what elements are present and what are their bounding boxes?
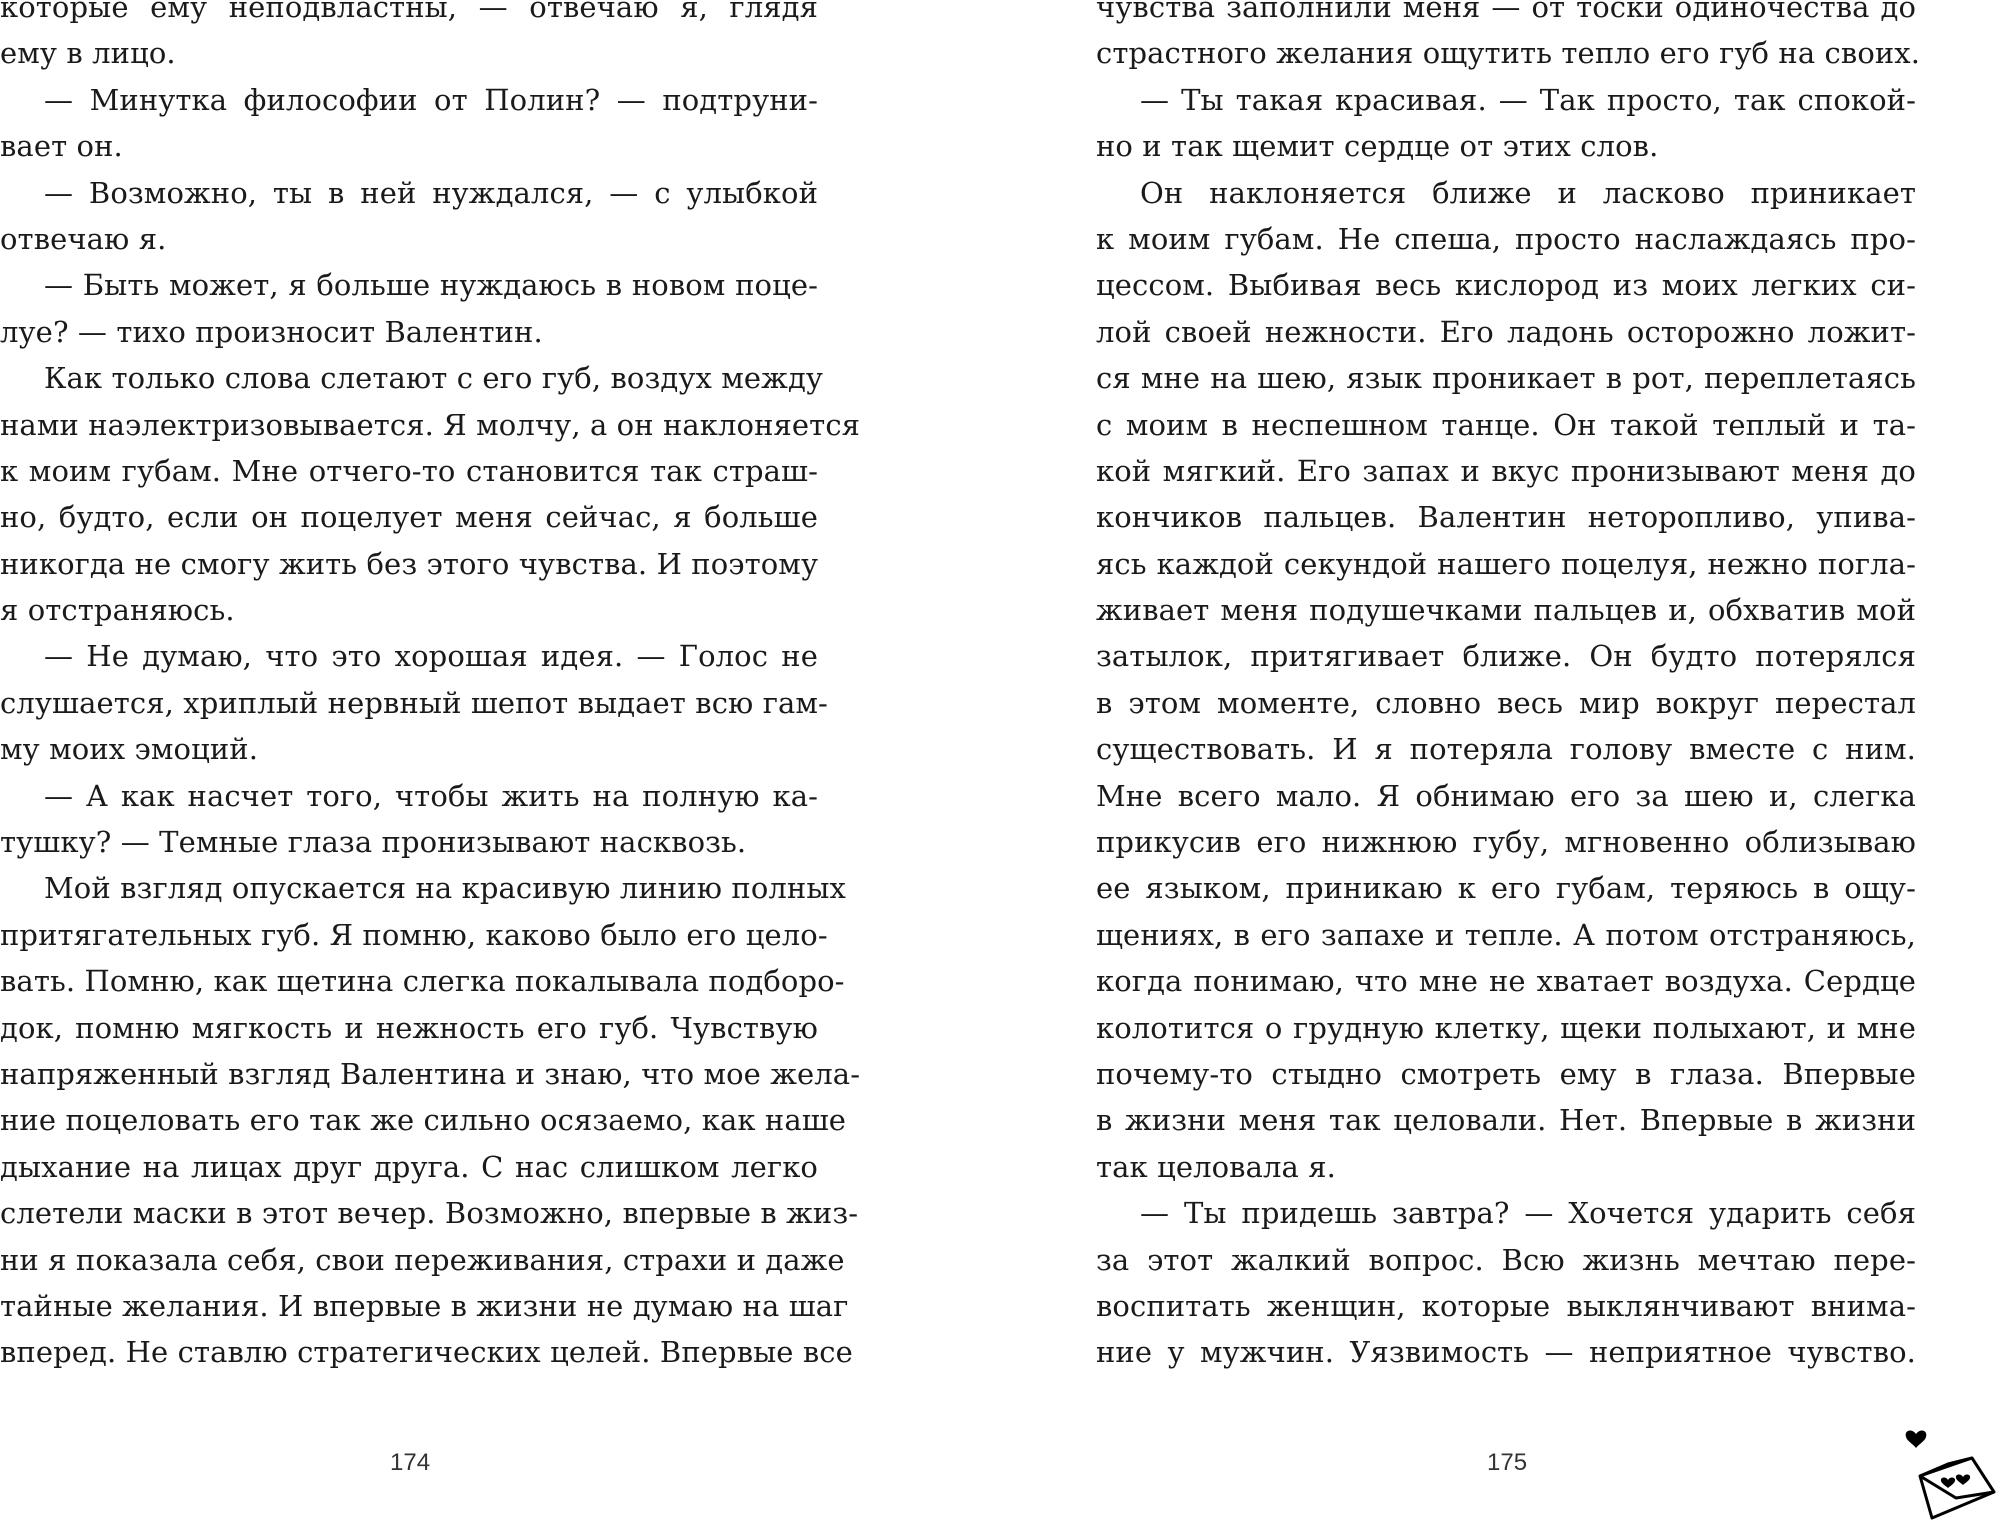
- text-line: — А как насчет того, чтобы жить на полную ка-: [44, 778, 818, 813]
- text-line: за этот жалкий вопрос. Всю жизнь мечтаю пере-: [1096, 1242, 1916, 1277]
- text-line: отвечаю я.: [0, 221, 167, 256]
- text-line: вать. Помню, как щетина слегка покалывала подборо-: [0, 964, 845, 999]
- text-line: когда понимаю, что мне не хватает воздуха. Сердце: [1096, 964, 1916, 999]
- text-line: кой мягкий. Его запах и вкус пронизывают меня до: [1096, 453, 1916, 488]
- text-line: которые ему неподвластны, — отвечаю я, глядя: [0, 0, 818, 24]
- text-line: Он наклоняется ближе и ласково приникает: [1140, 175, 1916, 210]
- text-line: тушку? — Темные глаза пронизывают насквозь.: [0, 825, 747, 860]
- text-line: — Минутка философии от Полин? — подтруни-: [44, 82, 818, 117]
- page-number-left: 174: [390, 1449, 431, 1476]
- text-line: му моих эмоций.: [0, 732, 259, 767]
- text-line: ние у мужчин. Уязвимость — неприятное чувство.: [1096, 1335, 1916, 1370]
- text-line: док, помню мягкость и нежность его губ. Чувствую: [0, 1010, 818, 1045]
- text-line: к моим губам. Не спеша, просто наслаждаясь про-: [1096, 221, 1916, 256]
- text-line: Как только слова слетают с его губ, воздух между: [44, 361, 824, 396]
- text-line: щениях, в его запахе и тепле. А потом отстраняюсь,: [1096, 917, 1916, 952]
- text-line: цессом. Выбивая весь кислород из моих легких си-: [1096, 268, 1916, 303]
- text-line: лой своей нежности. Его ладонь осторожно ложит-: [1096, 314, 1916, 349]
- text-line: воспитать женщин, которые выклянчивают внима-: [1096, 1288, 1916, 1323]
- text-line: притягательных губ. Я помню, каково было его цело-: [0, 917, 828, 952]
- text-line: слетели маски в этот вечер. Возможно, впервые в жиз-: [0, 1196, 859, 1231]
- text-line: — Возможно, ты в ней нуждался, — с улыбкой: [44, 175, 818, 210]
- text-line: страстного желания ощутить тепло его губ на своих.: [1096, 36, 1921, 71]
- text-line: — Ты придешь завтра? — Хочется ударить себя: [1140, 1196, 1916, 1231]
- text-line: вает он.: [0, 129, 123, 164]
- text-line: нами наэлектризовывается. Я молчу, а он наклоняется: [0, 407, 861, 442]
- text-line: затылок, притягивает ближе. Он будто потерялся: [1096, 639, 1916, 674]
- text-line: напряженный взгляд Валентина и знаю, что мое жела-: [0, 1056, 861, 1091]
- text-line: Мне всего мало. Я обнимаю его за шею и, слегка: [1096, 778, 1916, 813]
- text-line: к моим губам. Мне отчего-то становится так страш-: [0, 453, 818, 488]
- text-line: колотится о грудную клетку, щеки полыхают, и мне: [1096, 1010, 1916, 1045]
- text-line: в жизни меня так целовали. Нет. Впервые в жизни: [1096, 1103, 1916, 1138]
- text-line: ни я показала себя, свои переживания, страхи и даже: [0, 1242, 845, 1277]
- text-line: ние поцеловать его так же сильно осязаемо, как наше: [0, 1103, 847, 1138]
- text-line: в этом моменте, словно весь мир вокруг перестал: [1096, 685, 1916, 720]
- text-line: но, будто, если он поцелует меня сейчас, я больше: [0, 500, 818, 535]
- text-line: но и так щемит сердце от этих слов.: [1096, 129, 1659, 164]
- text-line: так целовала я.: [1096, 1149, 1336, 1184]
- text-line: — Не думаю, что это хорошая идея. — Голос не: [44, 639, 818, 674]
- text-line: тайные желания. И впервые в жизни не думаю на шаг: [0, 1288, 849, 1323]
- envelope-with-hearts-icon: [1898, 1420, 2000, 1522]
- page-number-right: 175: [1487, 1449, 1528, 1476]
- text-line: ее языком, приникаю к его губам, теряюсь в ощу-: [1096, 871, 1916, 906]
- text-line: ясь каждой секундой нашего поцелуя, нежно погла-: [1096, 546, 1916, 581]
- text-line: ся мне на шею, язык проникает в рот, переплетаясь: [1096, 361, 1916, 396]
- text-line: слушается, хриплый нервный шепот выдает всю гам-: [0, 685, 828, 720]
- text-line: живает меня подушечками пальцев и, обхватив мой: [1096, 593, 1916, 628]
- text-line: чувства заполнили меня — от тоски одиночества до: [1096, 0, 1916, 24]
- text-line: с моим в неспешном танце. Он такой теплый и та-: [1096, 407, 1916, 442]
- text-line: кончиков пальцев. Валентин неторопливо, упива-: [1096, 500, 1916, 535]
- text-line: — Быть может, я больше нуждаюсь в новом поце-: [44, 268, 818, 303]
- text-line: почему-то стыдно смотреть ему в глаза. Впервые: [1096, 1056, 1916, 1091]
- text-line: я отстраняюсь.: [0, 593, 235, 628]
- text-line: никогда не смогу жить без этого чувства. И поэтому: [0, 546, 819, 581]
- text-line: прикусив его нижнюю губу, мгновенно облизываю: [1096, 825, 1916, 860]
- right-page-text: [1096, 0, 1921, 1376]
- left-page-text: [0, 0, 861, 1376]
- text-line: Мой взгляд опускается на красивую линию полных: [44, 871, 846, 906]
- text-line: — Ты такая красивая. — Так просто, так спокой-: [1140, 82, 1916, 117]
- text-line: существовать. И я потеряла голову вместе с ним.: [1096, 732, 1916, 767]
- text-line: вперед. Не ставлю стратегических целей. Впервые все: [0, 1335, 853, 1370]
- text-line: ему в лицо.: [0, 36, 176, 71]
- text-line: дыхание на лицах друг друга. С нас слишком легко: [0, 1149, 818, 1184]
- text-line: луе? — тихо произносит Валентин.: [0, 314, 543, 349]
